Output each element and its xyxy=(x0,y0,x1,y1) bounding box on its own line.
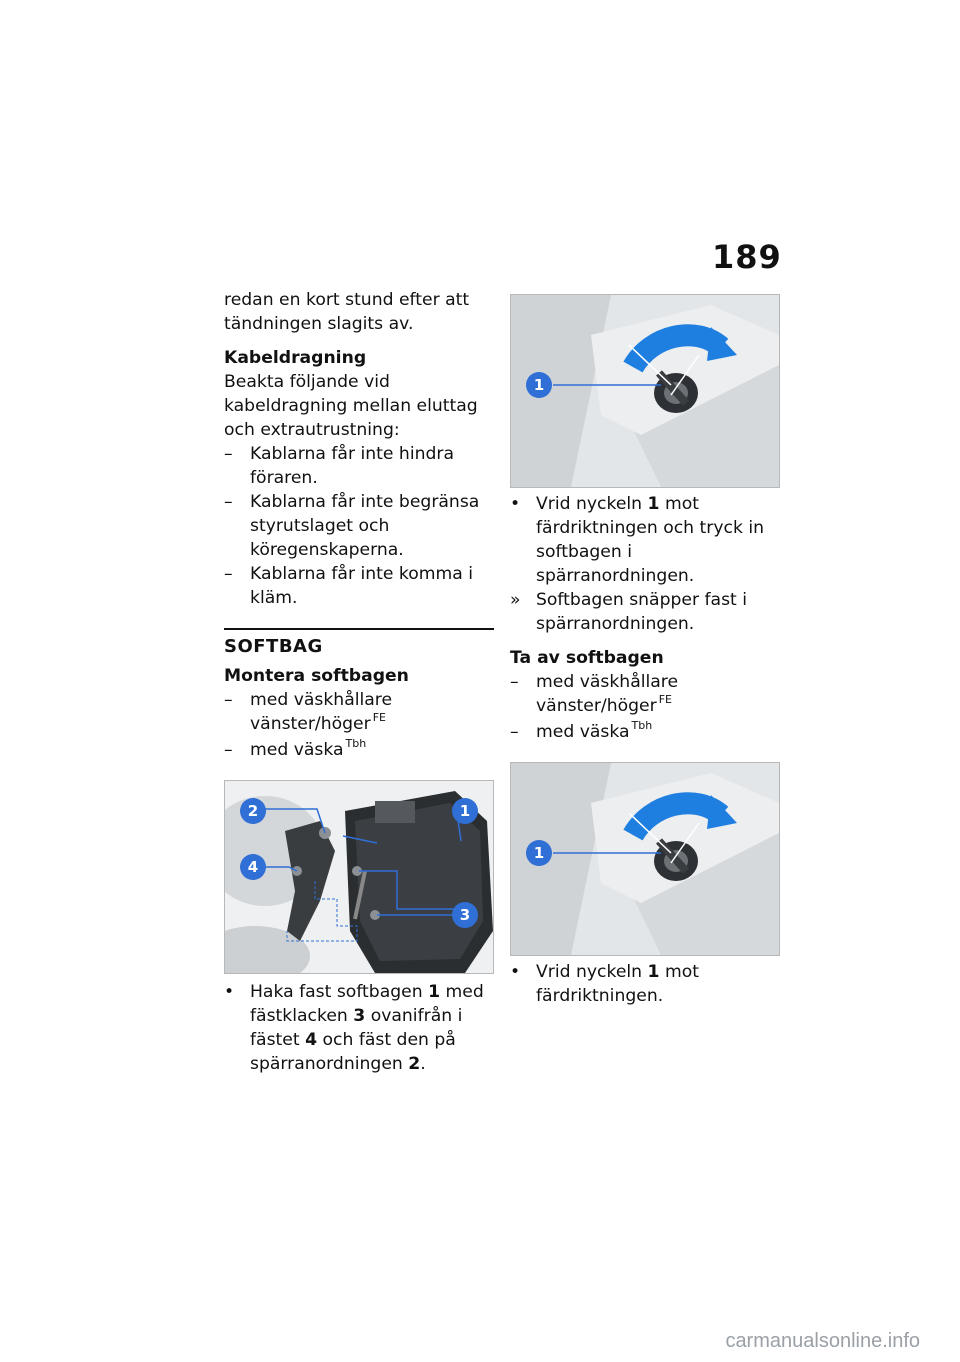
list-item-text: Kablarna får inte begränsa styrutslaget och köregenskaperna. xyxy=(250,492,480,560)
callout-3-label: 3 xyxy=(459,906,471,924)
right-column xyxy=(510,294,785,1008)
result-item xyxy=(510,588,785,636)
step-text: ovanifrån i fästet xyxy=(250,1006,463,1050)
dash-marker: – xyxy=(224,690,233,710)
superscript-code: FE xyxy=(372,711,386,724)
superscript-code: Tbh xyxy=(631,719,653,732)
step-ref-number: 1 xyxy=(647,494,660,514)
step-text: med fästklacken xyxy=(250,982,484,1026)
watermark: carmanualsonline.info xyxy=(725,1330,920,1352)
dash-marker: – xyxy=(510,672,519,692)
list-item xyxy=(224,738,494,764)
list-item-text: Kablarna får inte komma i kläm. xyxy=(250,564,474,608)
callout-2-label: 2 xyxy=(247,802,259,820)
result-text: Softbagen snäpper fast i spärranordningen. xyxy=(536,590,748,634)
list-item xyxy=(224,442,494,490)
softbag-figure xyxy=(224,780,494,974)
mount-heading: Montera softbagen xyxy=(224,666,409,686)
step-text: och fäst den på spärranordningen xyxy=(250,1030,456,1074)
list-item-text: med väskhållare vänster/höger xyxy=(536,672,679,716)
cable-heading: Kabeldragning xyxy=(224,348,367,368)
left-column xyxy=(224,288,494,1076)
step-text: Haka fast softbagen xyxy=(250,982,429,1002)
step-text: Vrid nyckeln xyxy=(536,962,648,982)
dash-marker: – xyxy=(224,740,233,760)
key-lock-illustration xyxy=(511,295,779,487)
key-lock-figure-2 xyxy=(510,762,780,956)
list-item xyxy=(224,688,494,738)
instruction-step xyxy=(510,960,785,1008)
bullet-marker: • xyxy=(510,962,521,982)
dash-marker: – xyxy=(510,722,519,742)
section-divider xyxy=(224,628,494,630)
list-item-text: med väskhållare vänster/höger xyxy=(250,690,393,734)
callout-1-label: 1 xyxy=(459,802,471,820)
step-ref-number: 1 xyxy=(647,962,660,982)
dash-marker: – xyxy=(224,564,233,584)
step-ref-number: 4 xyxy=(305,1030,318,1050)
instruction-step xyxy=(510,492,785,588)
list-item-text: med väska xyxy=(536,722,630,742)
result-marker: » xyxy=(510,590,521,610)
list-item xyxy=(224,562,494,610)
cable-text: Beakta följande vid kabeldragning mellan eluttag och extrautrustning: xyxy=(224,372,478,440)
key-lock-illustration xyxy=(511,763,779,955)
dash-marker: – xyxy=(224,492,233,512)
step-text: mot färdriktningen och tryck in softbagen i spärranordningen. xyxy=(536,494,765,586)
step-text: mot färdriktningen. xyxy=(536,962,699,1006)
step-text: Vrid nyckeln xyxy=(536,494,648,514)
superscript-code: Tbh xyxy=(345,737,367,750)
callout-1-label: 1 xyxy=(533,844,545,862)
superscript-code: FE xyxy=(658,693,672,706)
dash-marker: – xyxy=(224,444,233,464)
bullet-marker: • xyxy=(224,982,235,1002)
instruction-step xyxy=(224,980,494,1076)
softbag-illustration xyxy=(225,781,493,973)
list-item-text: med väska xyxy=(250,740,344,760)
list-item xyxy=(510,720,785,746)
list-item-text: Kablarna får inte hindra föraren. xyxy=(250,444,455,488)
step-text: . xyxy=(420,1054,426,1074)
callout-1-label: 1 xyxy=(533,376,545,394)
step-ref-number: 2 xyxy=(408,1054,421,1074)
intro-text: redan en kort stund efter att tändningen slagits av. xyxy=(224,290,470,334)
section-title: SOFTBAG xyxy=(224,636,323,657)
list-item xyxy=(224,490,494,562)
key-lock-figure-1 xyxy=(510,294,780,488)
step-ref-number: 3 xyxy=(353,1006,366,1026)
page-number: 189 xyxy=(712,238,782,276)
list-item xyxy=(510,670,785,720)
callout-4-label: 4 xyxy=(247,858,259,876)
bullet-marker: • xyxy=(510,494,521,514)
remove-heading: Ta av softbagen xyxy=(510,648,664,668)
step-ref-number: 1 xyxy=(428,982,441,1002)
